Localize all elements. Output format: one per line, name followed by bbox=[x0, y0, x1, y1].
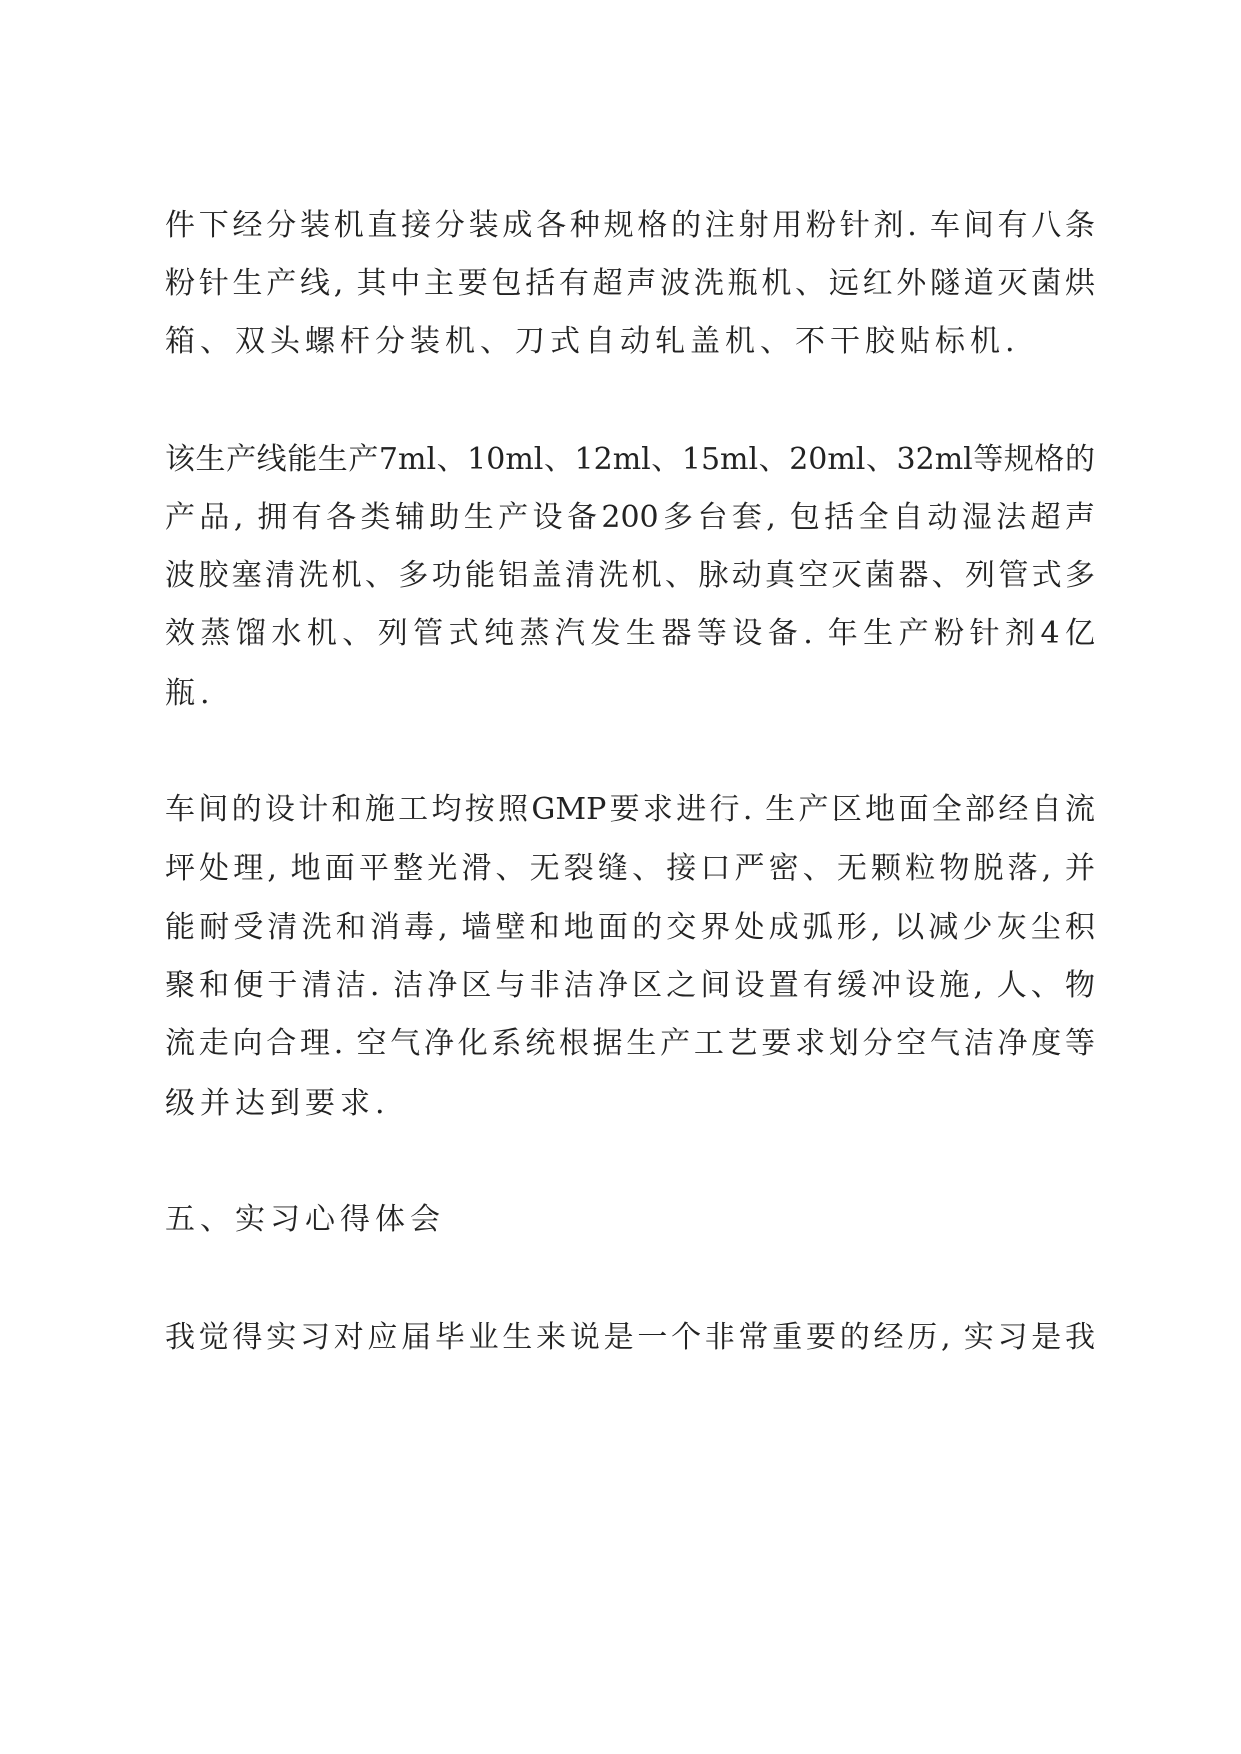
text-line: 坪处理, 地面平整光滑、无裂缝、接口严密、无颗粒物脱落, 并 bbox=[165, 851, 1095, 886]
text-line: 瓶. bbox=[165, 676, 215, 711]
text-line: 流走向合理. 空气净化系统根据生产工艺要求划分空气洁净度等 bbox=[165, 1026, 1095, 1061]
text-line: 产品, 拥有各类辅助生产设备200多台套, 包括全自动湿法超声 bbox=[165, 500, 1095, 535]
text-line: 我觉得实习对应届毕业生来说是一个非常重要的经历, 实习是我 bbox=[165, 1320, 1095, 1355]
text-line: 能耐受清洗和消毒, 墙壁和地面的交界处成弧形, 以减少灰尘积 bbox=[165, 910, 1095, 945]
text-line: 件下经分装机直接分装成各种规格的注射用粉针剂. 车间有八条 bbox=[165, 208, 1095, 243]
section-heading: 五、实习心得体会 bbox=[165, 1202, 445, 1237]
text-line: 聚和便于清洁. 洁净区与非洁净区之间设置有缓冲设施, 人、物 bbox=[165, 968, 1095, 1003]
text-line: 效蒸馏水机、列管式纯蒸汽发生器等设备. 年生产粉针剂4亿 bbox=[165, 616, 1095, 651]
text-line: 级并达到要求. bbox=[165, 1086, 390, 1121]
text-line: 波胶塞清洗机、多功能铝盖清洗机、脉动真空灭菌器、列管式多 bbox=[165, 558, 1095, 593]
text-line: 车间的设计和施工均按照GMP要求进行. 生产区地面全部经自流 bbox=[165, 792, 1095, 827]
text-line: 箱、双头螺杆分装机、刀式自动轧盖机、不干胶贴标机. bbox=[165, 324, 1020, 359]
text-line: 该生产线能生产7ml、10ml、12ml、15ml、20ml、32ml等规格的 bbox=[165, 442, 1095, 477]
text-line: 粉针生产线, 其中主要包括有超声波洗瓶机、远红外隧道灭菌烘 bbox=[165, 266, 1095, 301]
